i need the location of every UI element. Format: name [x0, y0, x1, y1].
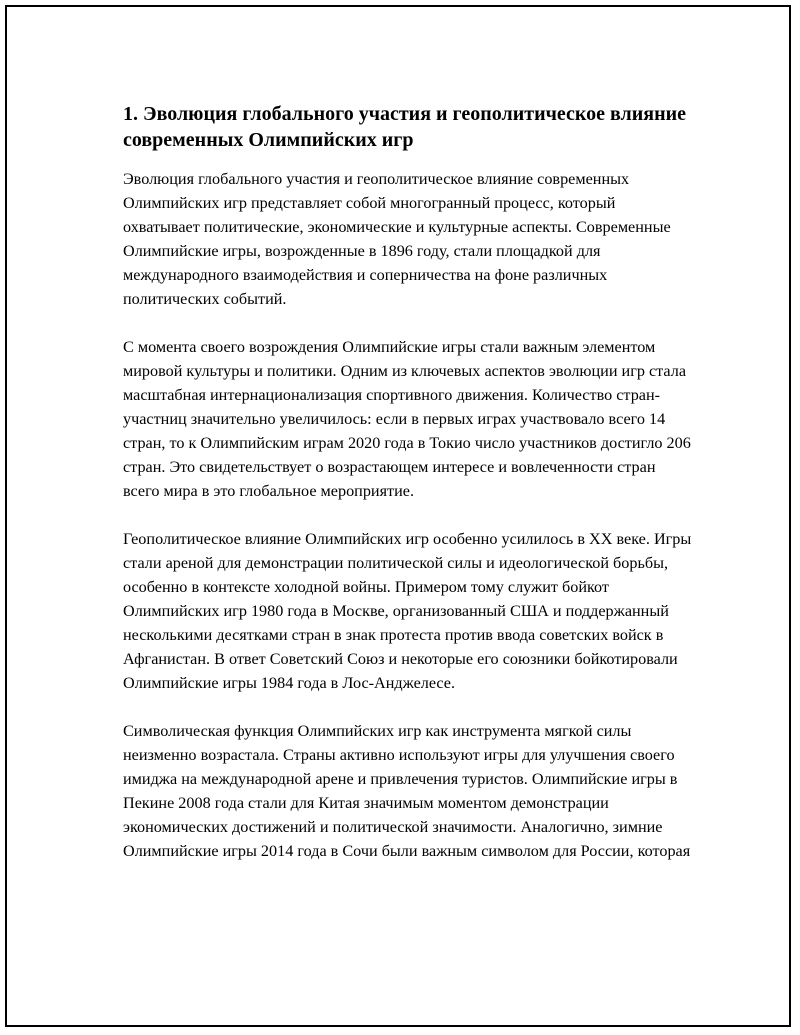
paragraph-1: Эволюция глобального участия и геополитическое влияние современных Олимпийских игр представляет собой многогранный процесс, который охватывает политические, экономические и культурные аспекты. Современные Олимпийские игры, возрожденные в 1896 году, стали площадкой для международного взаимодействия и соперничества на фоне различных политических событий.	[123, 170, 671, 308]
paragraph-2: С момента своего возрождения Олимпийские игры стали важным элементом мировой культуры и политики. Одним из ключевых аспектов эволюции игр стала масштабная интернационализация спортивного движения. Количество стран-участниц значительно увеличилось: если в первых играх участвовало всего 14 стран, то к Олимпийским играм 2020 года в Токио число участников достигло 206 стран. Это свидетельствует о возрастающем интересе и вовлеченности стран всего мира в это глобальное мероприятие.	[123, 338, 691, 500]
paragraph-4: Символическая функция Олимпийских игр как инструмента мягкой силы неизменно возрастала. Страны активно используют игры для улучшения своего имиджа на международной арене и привлечения туристов. Олимпийские игры в Пекине 2008 года стали для Китая значимым моментом демонстрации экономических достижений и политической значимости. Аналогично, зимние Олимпийские игры 2014 года в Сочи были важным символом для России, которая	[123, 722, 691, 860]
document-content	[123, 101, 693, 887]
document-page	[5, 5, 791, 1027]
paragraph-3: Геополитическое влияние Олимпийских игр особенно усилилось в XX веке. Игры стали ареной для демонстрации политической силы и идеологической борьбы, особенно в контексте холодной войны. Примером тому служит бойкот Олимпийских игр 1980 года в Москве, организованный США и поддержанный несколькими десятками стран в знак протеста против ввода советских войск в Афганистан. В ответ Советский Союз и некоторые его союзники бойкотировали Олимпийские игры 1984 года в Лос-Анджелесе.	[123, 530, 692, 692]
section-heading: 1. Эволюция глобального участия и геополитическое влияние современных Олимпийских игр	[123, 103, 687, 151]
